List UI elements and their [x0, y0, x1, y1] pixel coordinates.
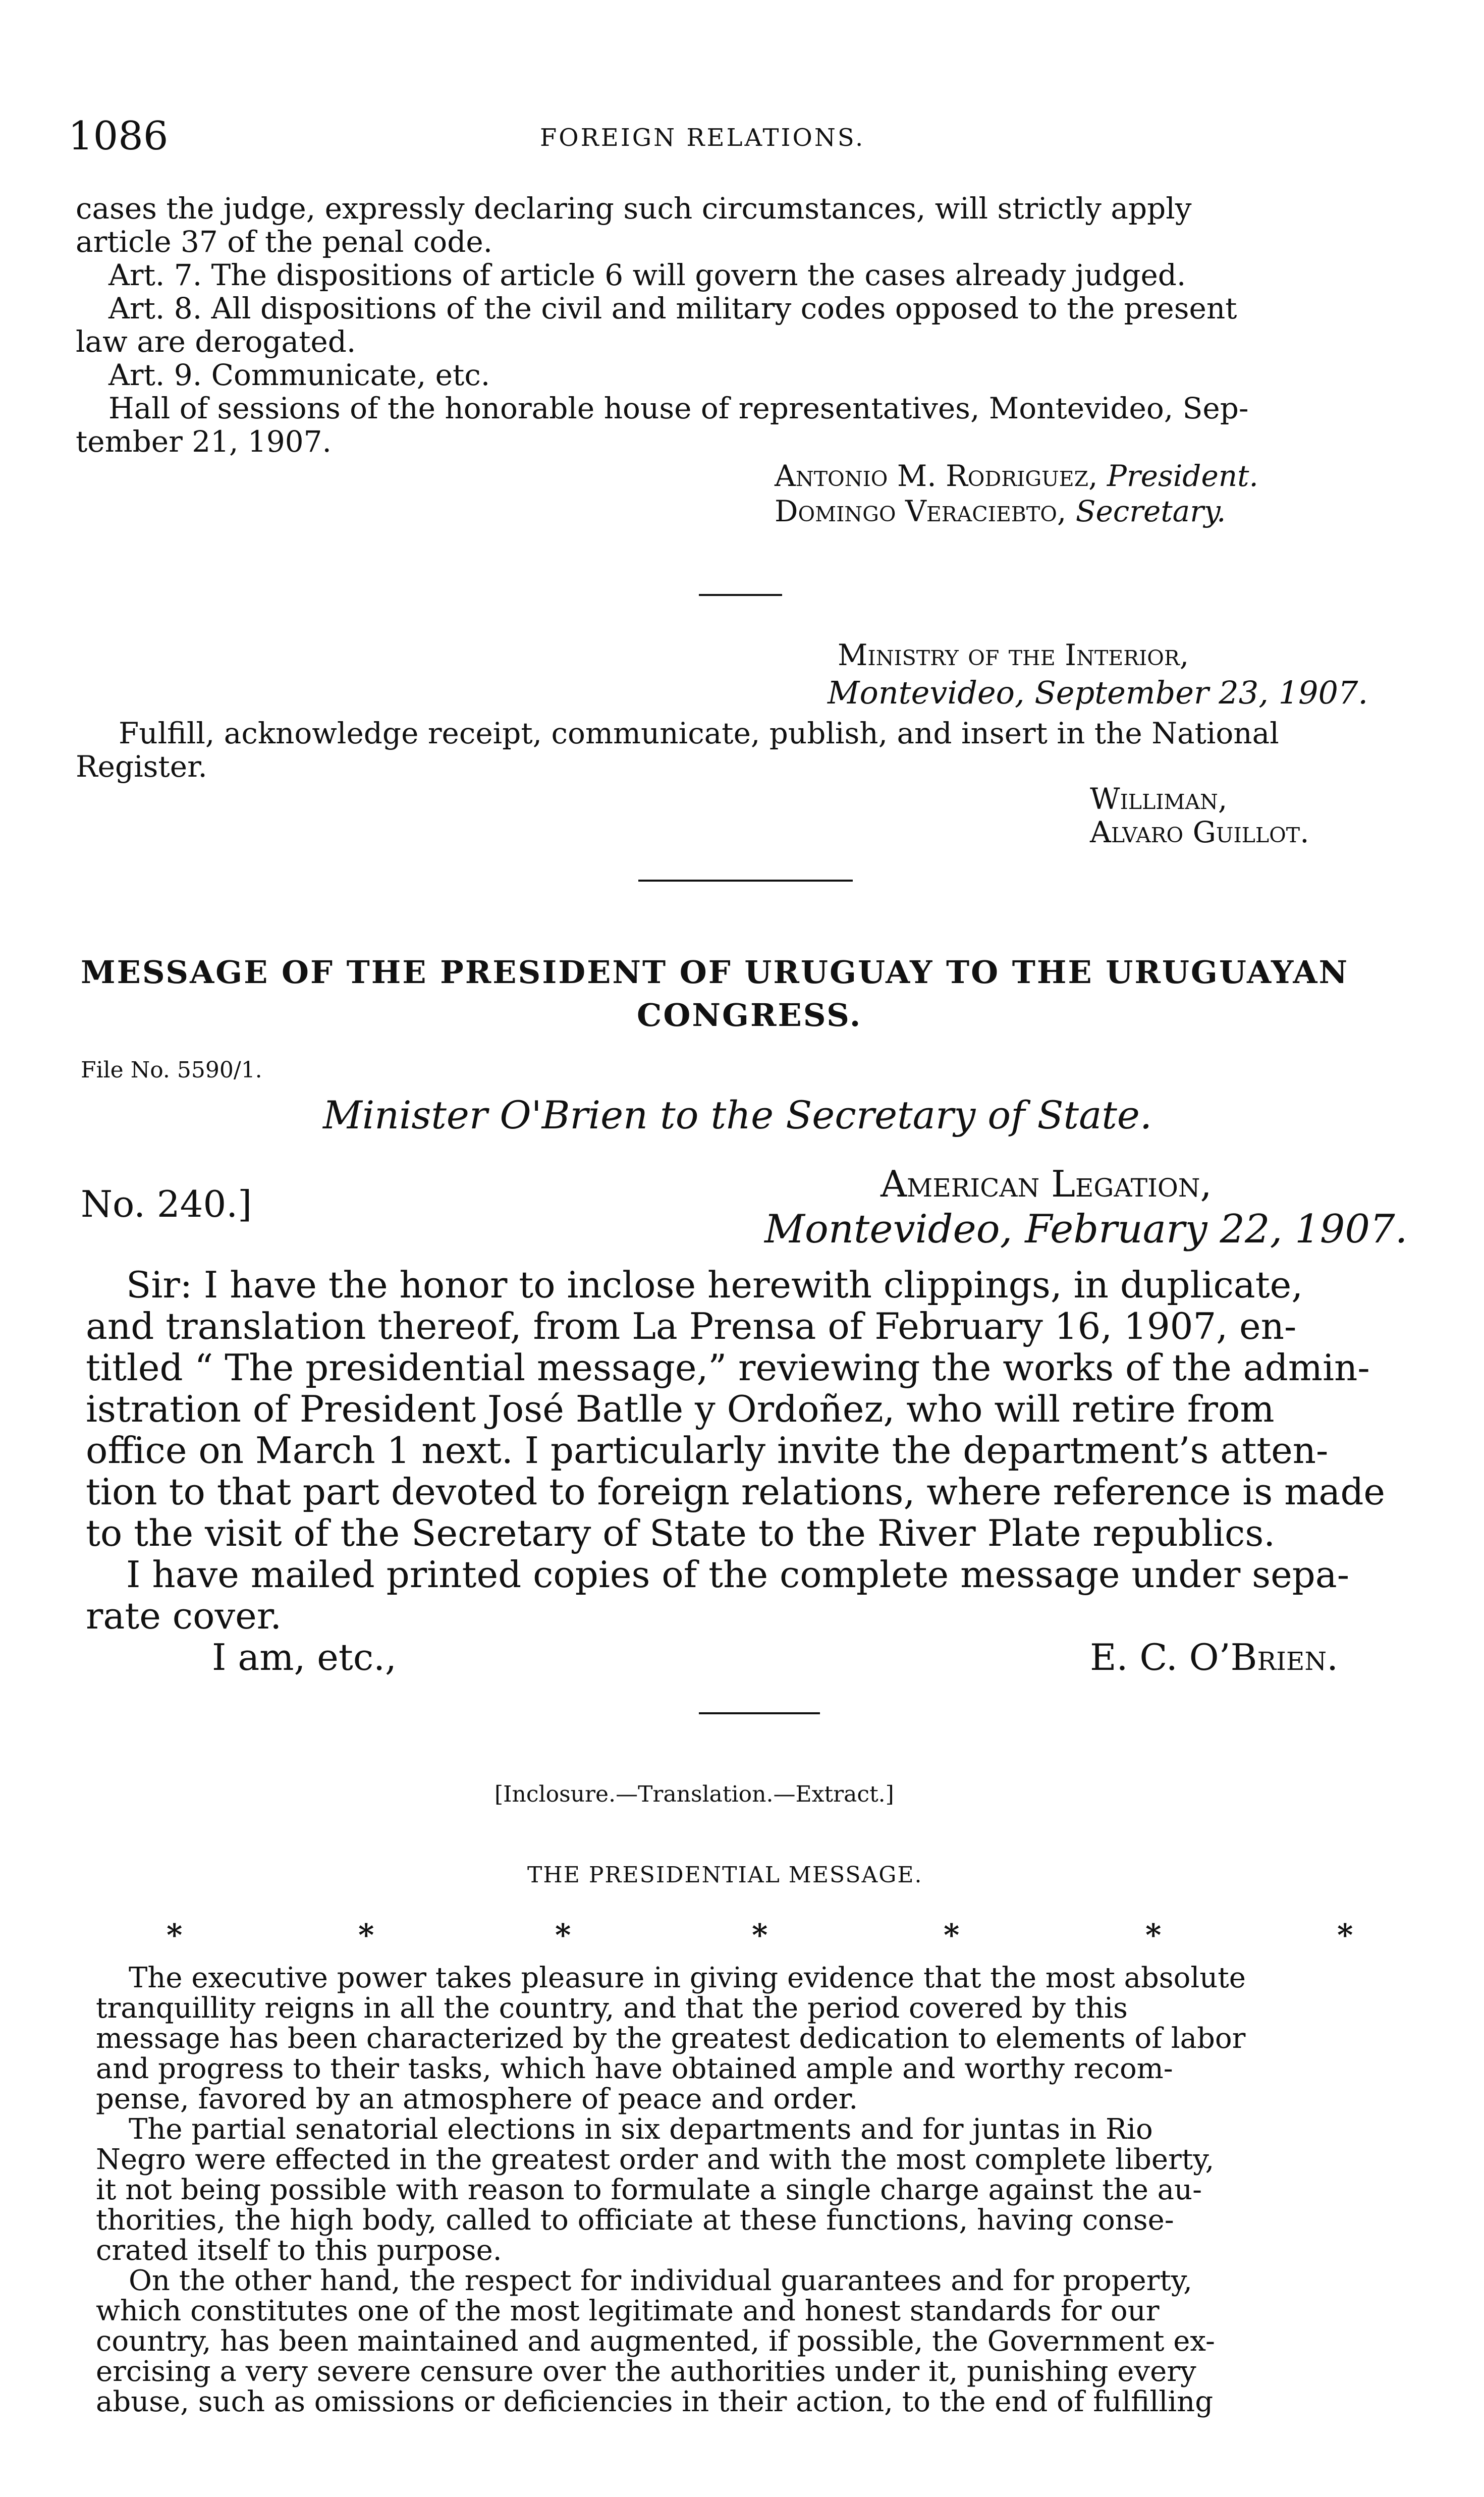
- inclosure-line: which constitutes one of the most legitimate and honest standards for our: [96, 2295, 1160, 2327]
- section-title: MESSAGE OF THE PRESIDENT OF URUGUAY TO THE URUGUAYAN: [81, 954, 1349, 991]
- inclosure-line: pense, favored by an atmosphere of peace and order.: [96, 2083, 858, 2115]
- signature-title: Secretary.: [1075, 494, 1226, 528]
- inclosure-line: On the other hand, the respect for individual guarantees and for property,: [129, 2264, 1192, 2297]
- top-text-line: cases the judge, expressly declaring such circumstances, will strictly apply: [76, 191, 1192, 226]
- section-title: CONGRESS.: [637, 997, 862, 1034]
- letter-line: tion to that part devoted to foreign relations, where reference is made: [86, 1471, 1386, 1513]
- star: *: [1337, 1918, 1353, 1953]
- letter-number: No. 240.]: [81, 1183, 252, 1225]
- signature-name: Domingo Veraciebto,: [775, 494, 1067, 528]
- ministry-text-line: Fulfill, acknowledge receipt, communicate, publish, and insert in the National: [119, 716, 1279, 750]
- inclosure-line: Negro were effected in the greatest order and with the most complete liberty,: [96, 2143, 1215, 2176]
- inclosure-line: and progress to their tasks, which have obtained ample and worthy recom-: [96, 2052, 1173, 2085]
- ministry-name: Ministry of the Interior,: [838, 638, 1189, 672]
- letter-line: and translation thereof, from La Prensa of February 16, 1907, en-: [86, 1305, 1297, 1347]
- star: *: [944, 1918, 960, 1953]
- divider: [699, 594, 782, 596]
- letter-signature: E. C. O’Brien.: [1090, 1636, 1338, 1678]
- inclosure-line: country, has been maintained and augmented, if possible, the Government ex-: [96, 2325, 1215, 2358]
- letter-line: istration of President José Batlle y Ordoñez, who will retire from: [86, 1388, 1275, 1430]
- signature-title: President.: [1107, 459, 1258, 493]
- signature-president: [775, 459, 1258, 493]
- letter-line: rate cover.: [86, 1595, 282, 1637]
- inclosure-line: The executive power takes pleasure in giving evidence that the most absolute: [129, 1962, 1246, 1994]
- signature-name: Antonio M. Rodriguez,: [775, 459, 1098, 493]
- inclosure-line: it not being possible with reason to formulate a single charge against the au-: [96, 2174, 1202, 2206]
- star: *: [167, 1918, 183, 1953]
- divider: [699, 1712, 820, 1714]
- letter-line: office on March 1 next. I particularly invite the department’s atten-: [86, 1429, 1329, 1472]
- top-text-line: law are derogated.: [76, 324, 356, 359]
- inclosure-title: THE PRESIDENTIAL MESSAGE.: [527, 1862, 923, 1888]
- letter-date: Montevideo, February 22, 1907.: [764, 1207, 1408, 1252]
- signature-guillot: Alvaro Guillot.: [1090, 815, 1309, 849]
- letter-line: titled “ The presidential message,” reviewing the works of the admin-: [86, 1346, 1370, 1389]
- letter-closing: I am, etc.,: [212, 1636, 397, 1678]
- inclosure-line: abuse, such as omissions or deficiencies in their action, to the end of fulfilling: [96, 2385, 1214, 2418]
- page-number: 1086: [68, 114, 169, 159]
- inclosure-line: ercising a very severe censure over the authorities under it, punishing every: [96, 2355, 1196, 2388]
- top-text-line: Hall of sessions of the honorable house of representatives, Montevideo, Sep-: [108, 391, 1249, 425]
- legation-name: American Legation,: [881, 1163, 1212, 1205]
- star: *: [1145, 1918, 1162, 1953]
- star: *: [752, 1918, 768, 1953]
- letter-line: Sir: I have the honor to inclose herewith clippings, in duplicate,: [126, 1264, 1303, 1306]
- inclosure-line: crated itself to this purpose.: [96, 2234, 502, 2267]
- letter-line: I have mailed printed copies of the complete message under sepa-: [126, 1553, 1350, 1596]
- star: *: [555, 1918, 571, 1953]
- letter-line: to the visit of the Secretary of State to the River Plate republics.: [86, 1512, 1276, 1554]
- running-title: FOREIGN RELATIONS.: [540, 124, 865, 152]
- file-number: File No. 5590/1.: [81, 1057, 262, 1083]
- letter-subtitle: Minister O'Brien to the Secretary of State.: [323, 1093, 1152, 1137]
- top-text-line: tember 21, 1907.: [76, 424, 332, 459]
- inclosure-line: message has been characterized by the greatest dedication to elements of labor: [96, 2022, 1246, 2055]
- inclosure-line: tranquillity reigns in all the country, and that the period covered by this: [96, 1992, 1128, 2025]
- signature-secretary: [775, 495, 1226, 528]
- inclosure-line: thorities, the high body, called to officiate at these functions, having conse-: [96, 2204, 1174, 2237]
- inclosure-line: The partial senatorial elections in six departments and for juntas in Rio: [129, 2113, 1153, 2146]
- top-text-line: Art. 7. The dispositions of article 6 will govern the cases already judged.: [108, 258, 1186, 292]
- inclosure-label: [Inclosure.—Translation.—Extract.]: [494, 1781, 894, 1807]
- top-text-line: Art. 9. Communicate, etc.: [108, 358, 490, 392]
- star: *: [358, 1918, 374, 1953]
- top-text-line: article 37 of the penal code.: [76, 225, 493, 259]
- top-text-line: Art. 8. All dispositions of the civil and military codes opposed to the present: [108, 291, 1237, 325]
- divider: [638, 880, 853, 882]
- ministry-text-line: Register.: [76, 749, 207, 784]
- ministry-date: Montevideo, September 23, 1907.: [828, 674, 1368, 711]
- signature-williman: Williman,: [1090, 782, 1228, 816]
